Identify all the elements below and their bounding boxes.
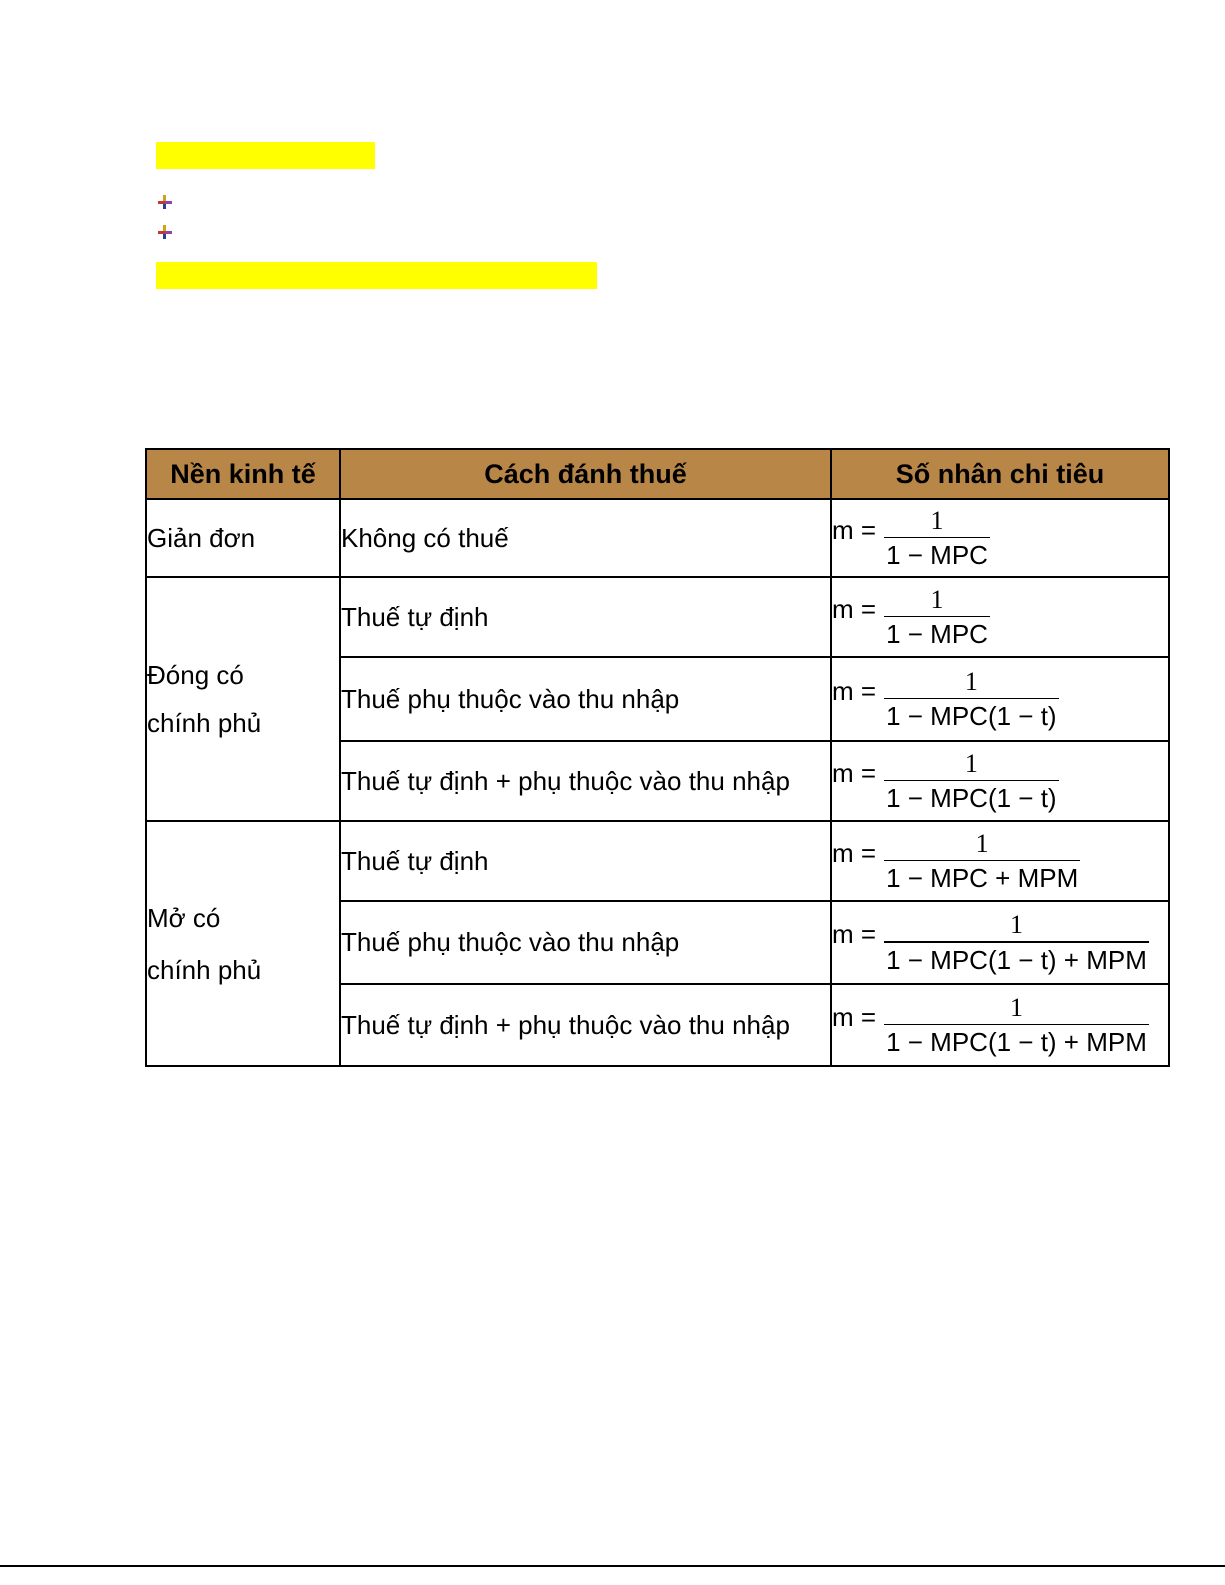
tax-method: Thuế tự định xyxy=(340,821,831,901)
multiplier-formula xyxy=(831,821,1169,901)
multiplier-formula xyxy=(831,499,1169,577)
economy-closed-gov xyxy=(146,577,340,821)
formula-lhs: m = xyxy=(832,675,877,706)
formula-lhs: m = xyxy=(832,919,877,949)
tax-method: Thuế tự định xyxy=(340,577,831,657)
bullet-arrow-icon xyxy=(158,195,172,209)
tax-method: Thuế phụ thuộc vào thu nhập xyxy=(340,657,831,741)
multiplier-formula xyxy=(831,741,1169,821)
table-row xyxy=(146,577,1169,657)
table-row xyxy=(146,499,1169,577)
header-tax-method: Cách đánh thuế xyxy=(340,449,831,499)
page-bottom-rule xyxy=(0,1565,1225,1567)
formula-denominator: 1 − MPC(1 − t) + MPM xyxy=(886,944,1147,975)
formula-denominator: 1 − MPC(1 − t) + MPM xyxy=(886,1027,1147,1058)
formula-lhs: m = xyxy=(832,837,877,868)
formula-denominator: 1 − MPC xyxy=(886,619,988,650)
economy-label: Mở có xyxy=(147,902,221,933)
tax-method: Thuế tự định + phụ thuộc vào thu nhập xyxy=(340,984,831,1066)
formula-numerator: 1 xyxy=(975,828,989,858)
economy-label: chính phủ xyxy=(147,954,262,985)
multiplier-table xyxy=(145,448,1170,1067)
bullet-arrow-icon xyxy=(158,225,172,239)
formula-lhs: m = xyxy=(832,593,877,624)
formula-numerator: 1 xyxy=(930,584,944,614)
table-row xyxy=(146,821,1169,901)
formula-numerator: 1 xyxy=(964,666,978,696)
table-header-row xyxy=(146,449,1169,499)
formula-numerator: 1 xyxy=(930,505,944,535)
multiplier-formula xyxy=(831,984,1169,1066)
economy-open-gov xyxy=(146,821,340,1066)
formula-numerator: 1 xyxy=(964,748,978,778)
formula-denominator: 1 − MPC xyxy=(886,540,988,571)
economy-label: Đóng có xyxy=(147,659,244,690)
formula-lhs: m = xyxy=(832,514,877,545)
multiplier-formula xyxy=(831,901,1169,984)
multiplier-formula xyxy=(831,657,1169,741)
tax-method: Thuế phụ thuộc vào thu nhập xyxy=(340,901,831,984)
tax-method: Thuế tự định + phụ thuộc vào thu nhập xyxy=(340,741,831,821)
economy-label: Giản đơn xyxy=(147,522,256,553)
formula-denominator: 1 − MPC(1 − t) xyxy=(886,783,1057,814)
economy-simple xyxy=(146,499,340,577)
formula-denominator: 1 − MPC(1 − t) xyxy=(886,701,1057,732)
formula-lhs: m = xyxy=(832,757,877,788)
economy-label: chính phủ xyxy=(147,708,262,738)
highlight-bar-top xyxy=(156,142,375,169)
highlight-bar-middle xyxy=(156,262,597,289)
formula-denominator: 1 − MPC + MPM xyxy=(886,863,1079,894)
formula-lhs: m = xyxy=(832,1001,877,1032)
formula-numerator: 1 xyxy=(1009,910,1023,940)
formula-numerator: 1 xyxy=(1009,992,1023,1022)
tax-method: Không có thuế xyxy=(340,499,831,577)
header-economy: Nền kinh tế xyxy=(146,449,340,499)
header-multiplier: Số nhân chi tiêu xyxy=(831,449,1169,499)
multiplier-formula xyxy=(831,577,1169,657)
